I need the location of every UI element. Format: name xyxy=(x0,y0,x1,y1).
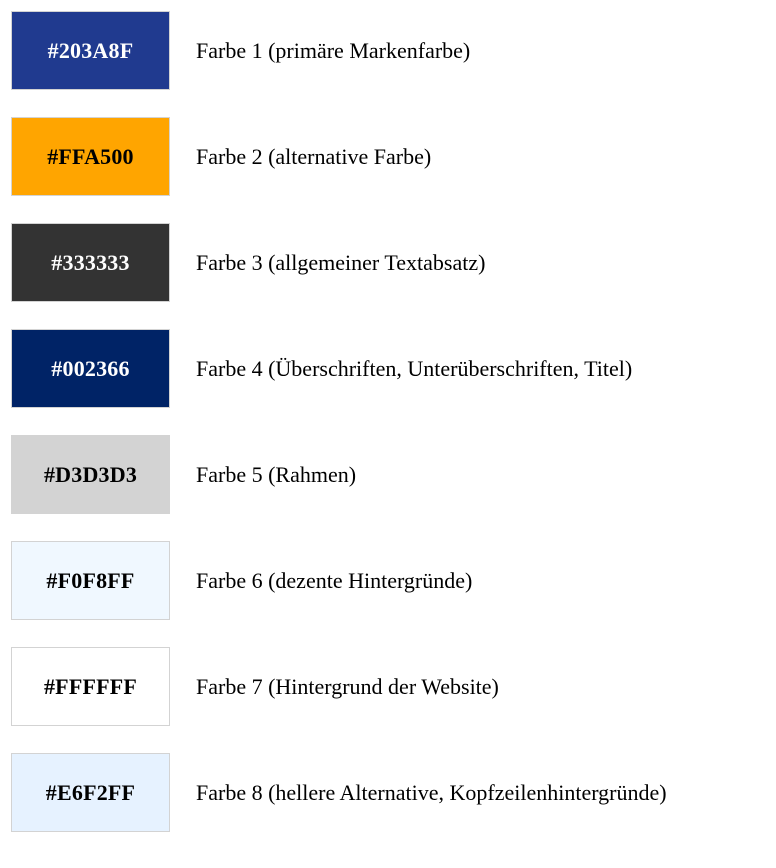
color-hex-label: #FFFFFF xyxy=(43,673,138,699)
color-swatch xyxy=(11,647,170,726)
color-swatch xyxy=(11,541,170,620)
color-swatch xyxy=(11,329,170,408)
color-hex-label: #203A8F xyxy=(47,37,134,63)
color-description: Farbe 1 (primäre Markenfarbe) xyxy=(196,37,471,63)
color-hex-label: #F0F8FF xyxy=(46,567,135,593)
color-hex-label: #FFA500 xyxy=(47,143,134,169)
palette-row xyxy=(11,541,776,620)
color-swatch xyxy=(11,11,170,90)
color-description: Farbe 3 (allgemeiner Textabsatz) xyxy=(196,249,486,275)
color-description: Farbe 5 (Rahmen) xyxy=(196,461,357,487)
color-description: Farbe 4 (Überschriften, Unterüberschriften, Titel) xyxy=(196,355,633,381)
palette-row xyxy=(11,753,776,832)
color-hex-label: #D3D3D3 xyxy=(43,461,138,487)
palette-row xyxy=(11,117,776,196)
color-hex-label: #002366 xyxy=(51,355,130,381)
color-swatch xyxy=(11,223,170,302)
palette-row xyxy=(11,435,776,514)
color-hex-label: #E6F2FF xyxy=(45,779,136,805)
color-description: Farbe 7 (Hintergrund der Website) xyxy=(196,673,499,699)
color-description: Farbe 2 (alternative Farbe) xyxy=(196,143,432,169)
color-hex-label: #333333 xyxy=(51,249,130,275)
color-swatch xyxy=(11,435,170,514)
color-swatch xyxy=(11,753,170,832)
color-description: Farbe 8 (hellere Alternative, Kopfzeilenhintergründe) xyxy=(196,779,667,805)
color-description: Farbe 6 (dezente Hintergründe) xyxy=(196,567,473,593)
palette-row xyxy=(11,647,776,726)
palette-row xyxy=(11,329,776,408)
color-swatch xyxy=(11,117,170,196)
palette-row xyxy=(11,11,776,90)
palette-row xyxy=(11,223,776,302)
